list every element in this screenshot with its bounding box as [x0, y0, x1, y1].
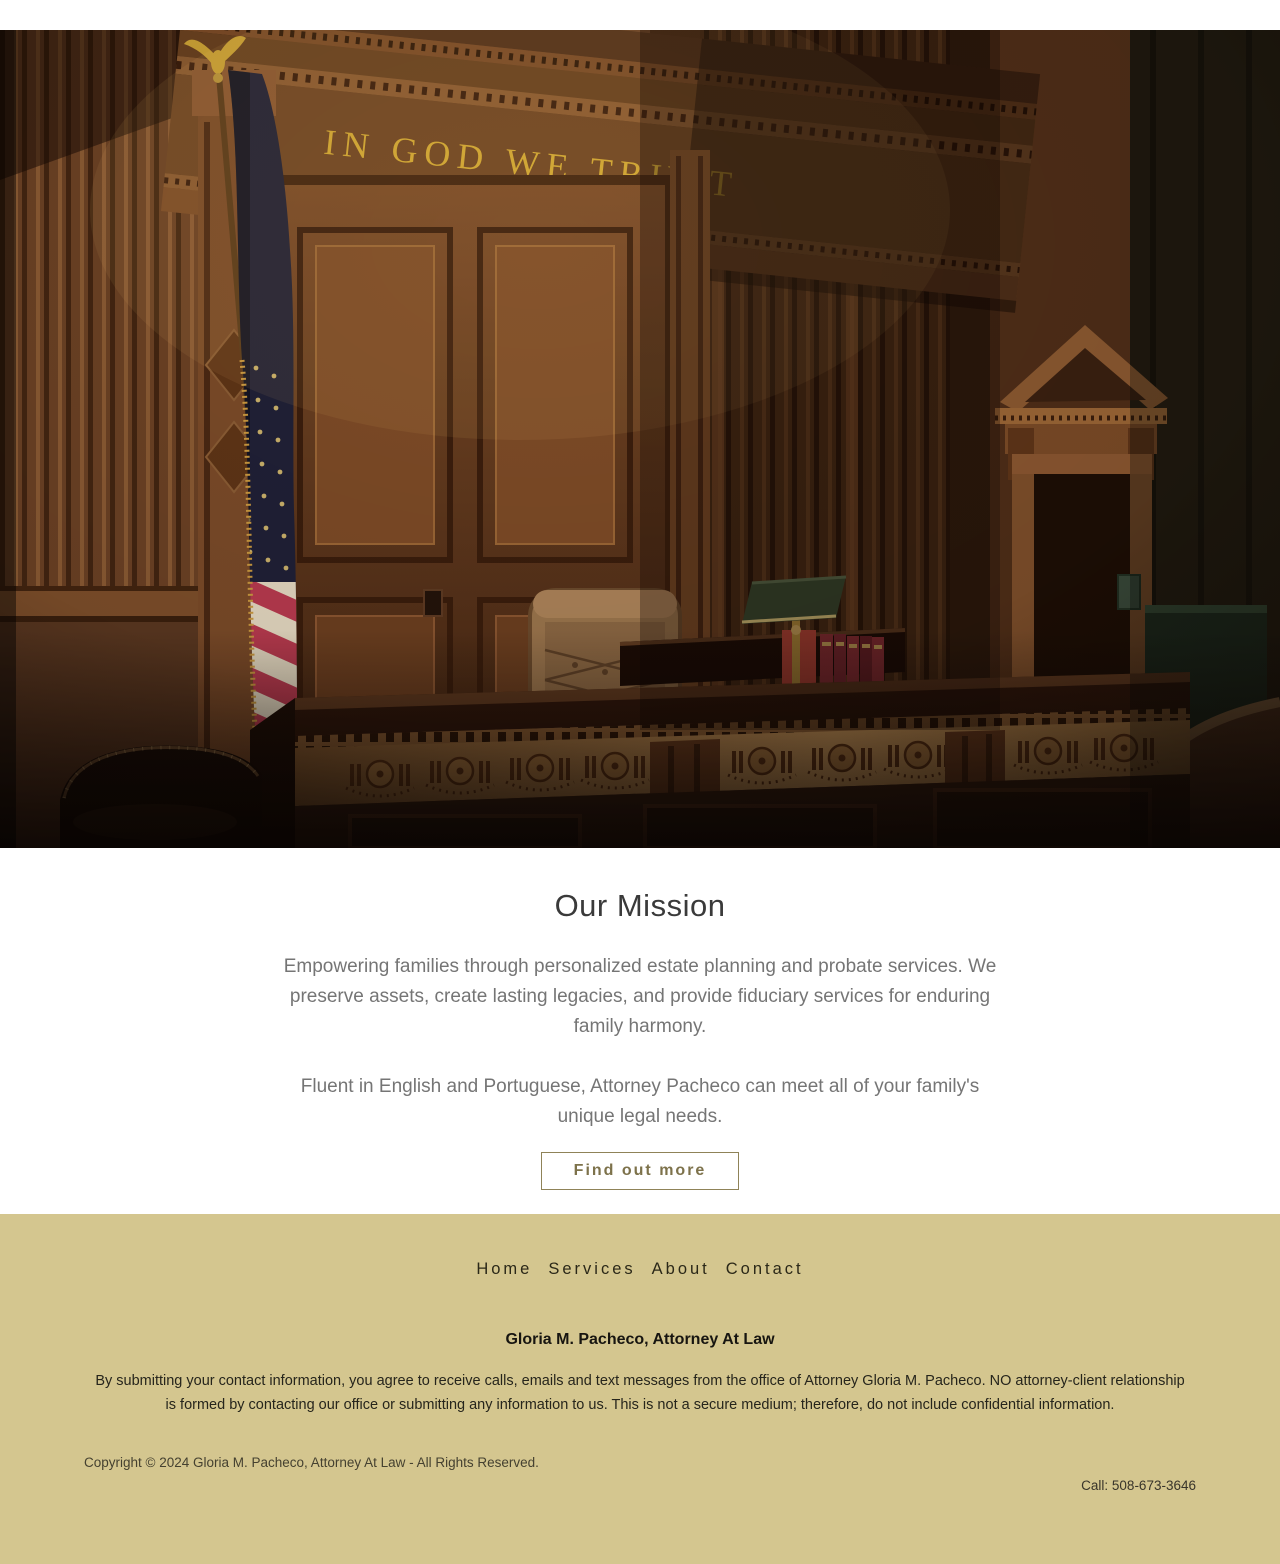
top-white-strip [0, 0, 1280, 30]
footer-bottom [0, 1455, 1280, 1493]
courtroom-illustration [0, 30, 1280, 848]
mission-section [0, 848, 1280, 1214]
nav-link-contact[interactable]: Contact [725, 1260, 804, 1278]
nav-link-about[interactable]: About [651, 1260, 710, 1278]
mission-title: Our Mission [554, 888, 726, 923]
firm-name: Gloria M. Pacheco, Attorney At Law [505, 1331, 775, 1348]
mission-paragraph-1: Empowering families through personalized estate planning and probate services. We preserve assets, create lasting legacies, and provide fiduciary services for enduring family harmony. [283, 956, 997, 1037]
copyright-text: Copyright © 2024 Gloria M. Pacheco, Attorney At Law - All Rights Reserved. [84, 1455, 539, 1470]
mission-paragraph-2: Fluent in English and Portuguese, Attorney Pacheco can meet all of your family's unique legal needs. [300, 1076, 980, 1127]
hero-image [0, 30, 1280, 848]
nav-link-home[interactable]: Home [476, 1260, 533, 1278]
footer [0, 1214, 1280, 1564]
disclaimer-text: By submitting your contact information, you agree to receive calls, emails and text messages from the office of Attorney Gloria M. Pacheco. NO attorney-client relationship is formed by contacting our office or submitting any information to us. This is not a secure medium; therefore, do not include confidential information. [95, 1373, 1185, 1413]
phone-link[interactable]: Call: 508-673-3646 [1081, 1478, 1196, 1493]
find-out-more-button[interactable]: Find out more [541, 1152, 740, 1190]
footer-nav [0, 1260, 1280, 1279]
nav-link-services[interactable]: Services [548, 1260, 636, 1278]
